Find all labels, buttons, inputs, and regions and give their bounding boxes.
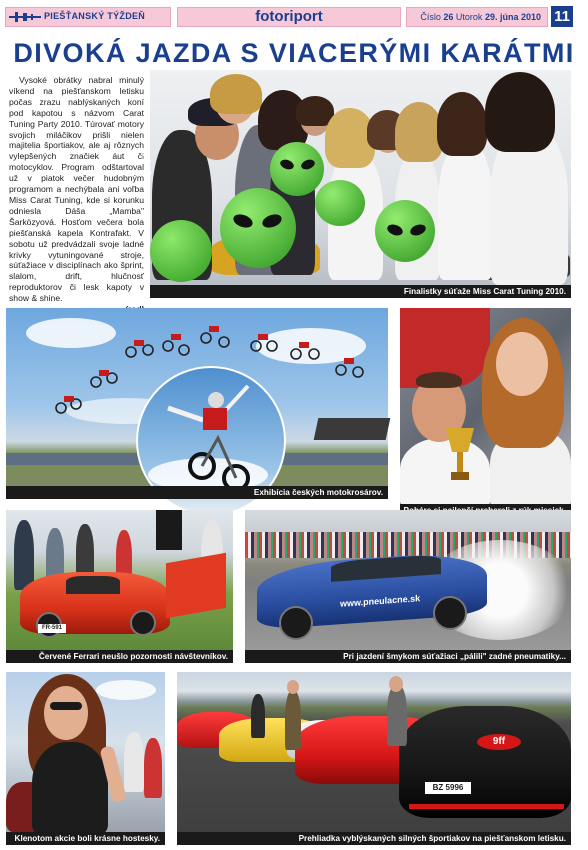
caption-ferrari: Červené Ferrari neušlo pozornosti návštevníkov. [6,650,233,663]
header-logo-box [5,7,171,27]
jumping-rider-icon [158,378,268,498]
caption-drift: Pri jazdení šmykom súťažiaci „pálili" zadné pneumatiky... [245,650,571,663]
porsche-plate: BZ 5996 [425,782,471,794]
finalist-hair [210,74,262,114]
finalist-hair [485,72,555,152]
issue-prefix: Číslo [420,12,441,22]
alien-balloon [375,200,435,262]
alien-balloon [315,180,365,226]
visitor [14,520,34,590]
hostess [32,742,108,834]
photo-lineup [177,672,571,832]
black-porsche [399,706,571,818]
page-number: 11 [551,6,573,27]
miss-sash: Miss [139,150,155,178]
car-wheel [130,610,156,636]
caption-motocross: Exhibícia českých motokrosárov. [6,486,388,499]
photo-finalists [139,70,571,285]
issue-info [420,12,541,22]
hostess [387,684,407,746]
newspaper-logo-text[interactable]: PIEŠŤANSKÝ TÝŽDEŇ [44,11,146,21]
hostess-head [44,686,88,740]
drift-car-url: www.pneulacne.sk [340,593,421,609]
finalist-hair [395,102,443,162]
caption-finalists: Finalistky súťaže Miss Carat Tuning 2010. [150,285,571,298]
issue-day: Utorok [455,12,483,22]
car-wheel [279,606,313,640]
photo-motocross [6,308,388,486]
article-paragraph: Vysoké obrátky nabral minulý víkend na piešťanskom letisku počas zrazu nablýskaných koní pod kapotou s názvom Carat Tuning Party 2010. Túrovať motory svojich miláčikov prišli nielen majitelia športiakov, ale aj rôznych vylepšených značiek áut či motocyklov. Program odštartoval už v piatok večer hudobným programom a nechýbala ani voľba Miss Carat Tuning, kde si korunku odniesla Dáša „Mamba" Šarközyová. Hosťom večera bola piešťanská kapela Kontrafakt. V sobotu už predvádzali svoje ladné krivky vytuningované stroje, súťažiace v disciplínach ako šprint, slalom, drift, hlučnosť reproduktorov či lesk kapoty v show & shine. [9,75,144,304]
photo-hostess [6,672,165,832]
hostess-head [389,676,403,692]
airplane-logo-icon [9,11,41,23]
ferrari-windshield [66,576,120,594]
header-issue-box [406,7,548,27]
issue-number: 26 [443,12,454,22]
car-wheel [433,596,467,630]
hostess [285,690,301,750]
issue-date: 29. júna 2010 [484,12,541,22]
section-title: fotoriport [255,8,323,25]
porsche-stripe [409,804,564,809]
header-section-box [177,7,401,27]
hostess [251,694,265,738]
finalist-hair [437,92,487,156]
photo-ferrari [6,510,233,650]
miss-head [496,332,548,396]
spectator [144,738,162,798]
finalist [438,140,493,280]
article-title: DIVOKÁ JAZDA S VIACERÝMI KARÁTMI [13,38,575,68]
ferrari-plate: FR-591 [38,624,66,633]
speaker-stack [156,510,182,550]
porsche-badge: 9ff [477,734,521,750]
cloud [96,680,156,700]
ferrari-open-door [166,553,226,619]
photo-drift [245,510,571,650]
hostess-head [287,680,299,694]
alien-balloon [270,142,324,196]
article-body [9,75,144,326]
sunglasses-icon [50,702,82,710]
alien-balloon [220,188,296,268]
caption-hostess: Klenotom akcie boli krásne hostesky. [6,832,165,845]
spectator [124,732,144,792]
trophy-icon [444,426,476,488]
photo-trophies [400,308,571,504]
caption-lineup: Prehliadka vyblýskaných silných športiakov na piešťanskom letisku. [177,832,571,845]
man-hair [416,372,462,388]
green-balloon [150,220,212,282]
